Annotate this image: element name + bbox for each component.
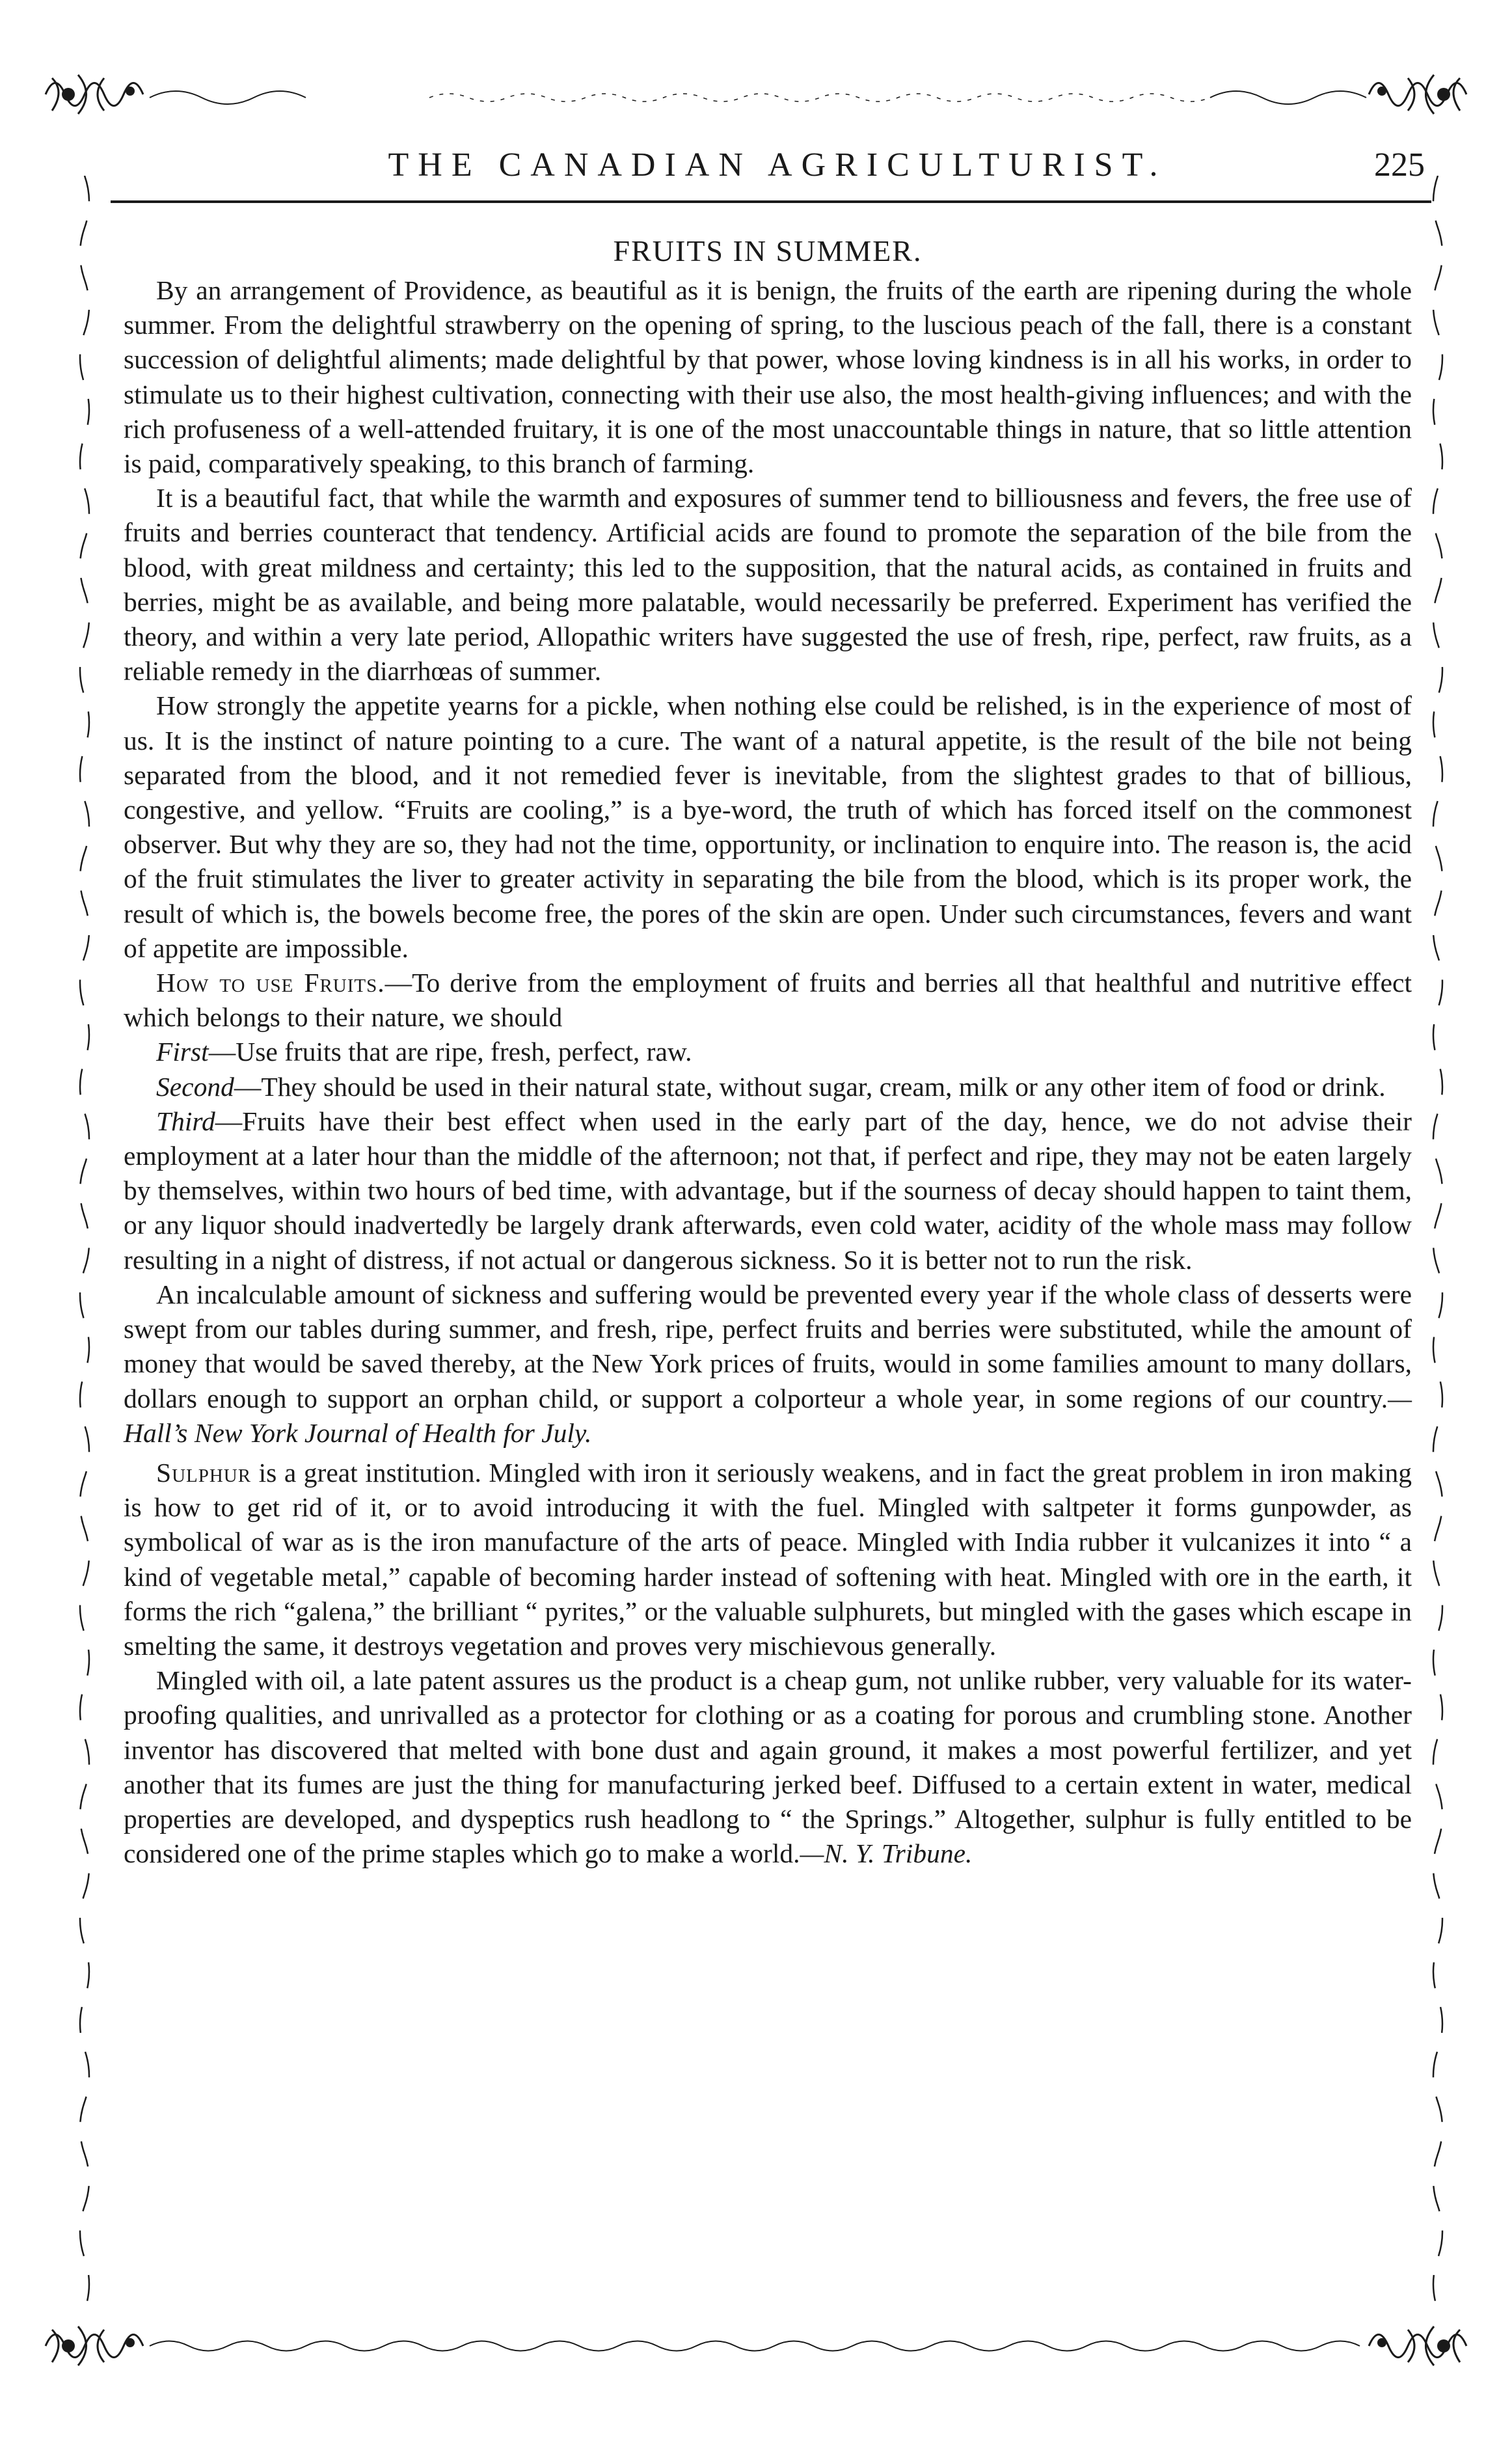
article-body	[124, 221, 1412, 1871]
paragraph: By an arrangement of Providence, as beautiful as it is benign, the fruits of the earth are ripening during the whole summer. From the delightful strawberry on the opening of spring, to the luscious peach of the fall, there is a constant succession of delightful aliments; made delightful by that power, whose loving kindness is in all his works, in order to stimulate us to their highest cultivation, connecting with their use also, the most health-giving influences; and with the rich profuseness of a well-attended fruitary, it is one of the most unaccountable things in nature, that so little attention is paid, comparatively speaking, to this branch of farming.	[124, 275, 1412, 479]
running-header	[111, 137, 1444, 195]
paragraph: How strongly the appetite yearns for a pickle, when nothing else could be relished, is in the experience of most of us. It is the instinct of nature pointing to a cure. The want of a natural appetite, is the result of the bile not being separated from the blood, and it not remedied fever is inevitable, from the slightest grades to that of billious, congestive, and yellow. “Fruits are cooling,” is a bye-word, the truth of which has forced itself on the commonest observer. But why they are so, they had not the time, opportunity, or inclination to enquire into. The reason is, the acid of the fruit stimulates the liver to greater activity in separating the bile from the blood, which is its proper work, the result of which is, the bowels become free, the pores of the skin are open. Under such circumstances, fevers and want of appetite are impossible.	[124, 690, 1412, 963]
rule-third	[124, 1104, 1412, 1277]
article-title: FRUITS IN SUMMER.	[613, 234, 923, 267]
paragraph-text: An incalculable amount of sickness and suffering would be prevented every year if the whole class of desserts were swept from our tables during summer, and fresh, ripe, perfect fruits and berries were substituted, while the amount of money that would be saved thereby, at the New York prices of fruits, would in some families amount to many dollars, dollars enough to support an orphan child, or support a colporteur a whole year, in some regions of our country.	[124, 1279, 1412, 1413]
source-citation: —N. Y. Tribune.	[800, 1838, 973, 1869]
paragraph	[124, 1663, 1412, 1871]
source-citation: —Hall’s New York Journal of Health for July.	[124, 1383, 1412, 1448]
section-lead-in: How to use Fruits.	[156, 968, 385, 998]
header-rule	[111, 200, 1431, 203]
left-vine-border	[72, 176, 98, 2323]
page-number: 225	[1374, 146, 1425, 184]
rule-text: —Fruits have their best effect when used in the early part of the day, hence, we do not advise their employment at a later hour than the middle of the afternoon; not that, if perfect and ripe, they may not be eaten largely by themselves, within two hours of bed time, with advantage, but if the sourness of decay should happen to taint them, or any liquor should inadvertedly be largely drank afterwards, even cold water, acidity of the whole mass may follow resulting in a night of distress, if not actual or dangerous sickness. So it is better not to run the risk.	[124, 1106, 1412, 1275]
running-title: THE CANADIAN AGRICULTURIST.	[388, 146, 1167, 184]
rule-label: Second	[156, 1071, 234, 1102]
right-vine-border	[1425, 176, 1451, 2323]
paragraph-text: —To derive from the employment of fruits and berries all that healthful and nutritive effect which belongs to their nature, we should	[124, 968, 1412, 1033]
section-lead-in: Sulphur	[156, 1457, 252, 1488]
rule-second	[124, 1070, 1412, 1104]
paragraph-text: Mingled with oil, a late patent assures us the product is a cheap gum, not unlike rubber, very valuable for its water-proofing qualities, and unrivalled as a protector for clothing or as a coating for porous and crumbling stone. Another inventor has discovered that melted with bone dust and again ground, it makes a most powerful fertilizer, and yet another that its fumes are just the thing for manufacturing jerked beef. Diffused to a certain extent in water, medical properties are developed, and dyspeptics rush headlong to “ the Springs.” Altogether, sulphur is fully entitled to be considered one of the prime staples which go to make a world.	[124, 1665, 1412, 1869]
paragraph	[124, 1277, 1412, 1451]
paragraph-how-to-use	[124, 966, 1412, 1035]
rule-text: —Use fruits that are ripe, fresh, perfect, raw.	[208, 1037, 692, 1067]
rule-text: —They should be used in their natural state, without sugar, cream, milk or any other item of food or drink.	[234, 1071, 1386, 1102]
rule-label: First	[156, 1037, 209, 1067]
rule-first	[124, 1035, 1412, 1069]
top-ornament-border	[39, 65, 1473, 124]
paragraph: It is a beautiful fact, that while the warmth and exposures of summer tend to billiousness and fevers, the free use of fruits and berries counteract that tendency. Artificial acids are found to promote the separation of the bile from the blood, with great mildness and certainty; this led to the supposition, that the natural acids, as contained in fruits and berries, might be as available, and being more palatable, would necessarily be preferred. Experiment has verified the theory, and within a very late period, Allopathic writers have suggested the use of fresh, ripe, perfect, raw fruits, as a reliable remedy in the diarrhœas of summer.	[124, 483, 1412, 687]
rule-label: Third	[156, 1106, 215, 1136]
bottom-ornament-border	[39, 2317, 1473, 2375]
paragraph-text: is a great institution. Mingled with iron it seriously weakens, and in fact the great problem in iron making is how to get rid of it, or to avoid introducing it with the fuel. Mingled with saltpeter it forms gunpowder, as symbolical of war as is the iron manufacture of the arts of peace. Mingled with India rubber it vulcanizes it into “ a kind of vegetable metal,” capable of becoming harder instead of softening with heat. Mingled with ore in the earth, it forms the rich “galena,” the brilliant “ pyrites,” or the valuable sulphurets, but mingled with the gases which escape in smelting the same, it destroys vegetation and proves very mischievous generally.	[124, 1457, 1412, 1661]
paragraph-sulphur	[124, 1456, 1412, 1663]
